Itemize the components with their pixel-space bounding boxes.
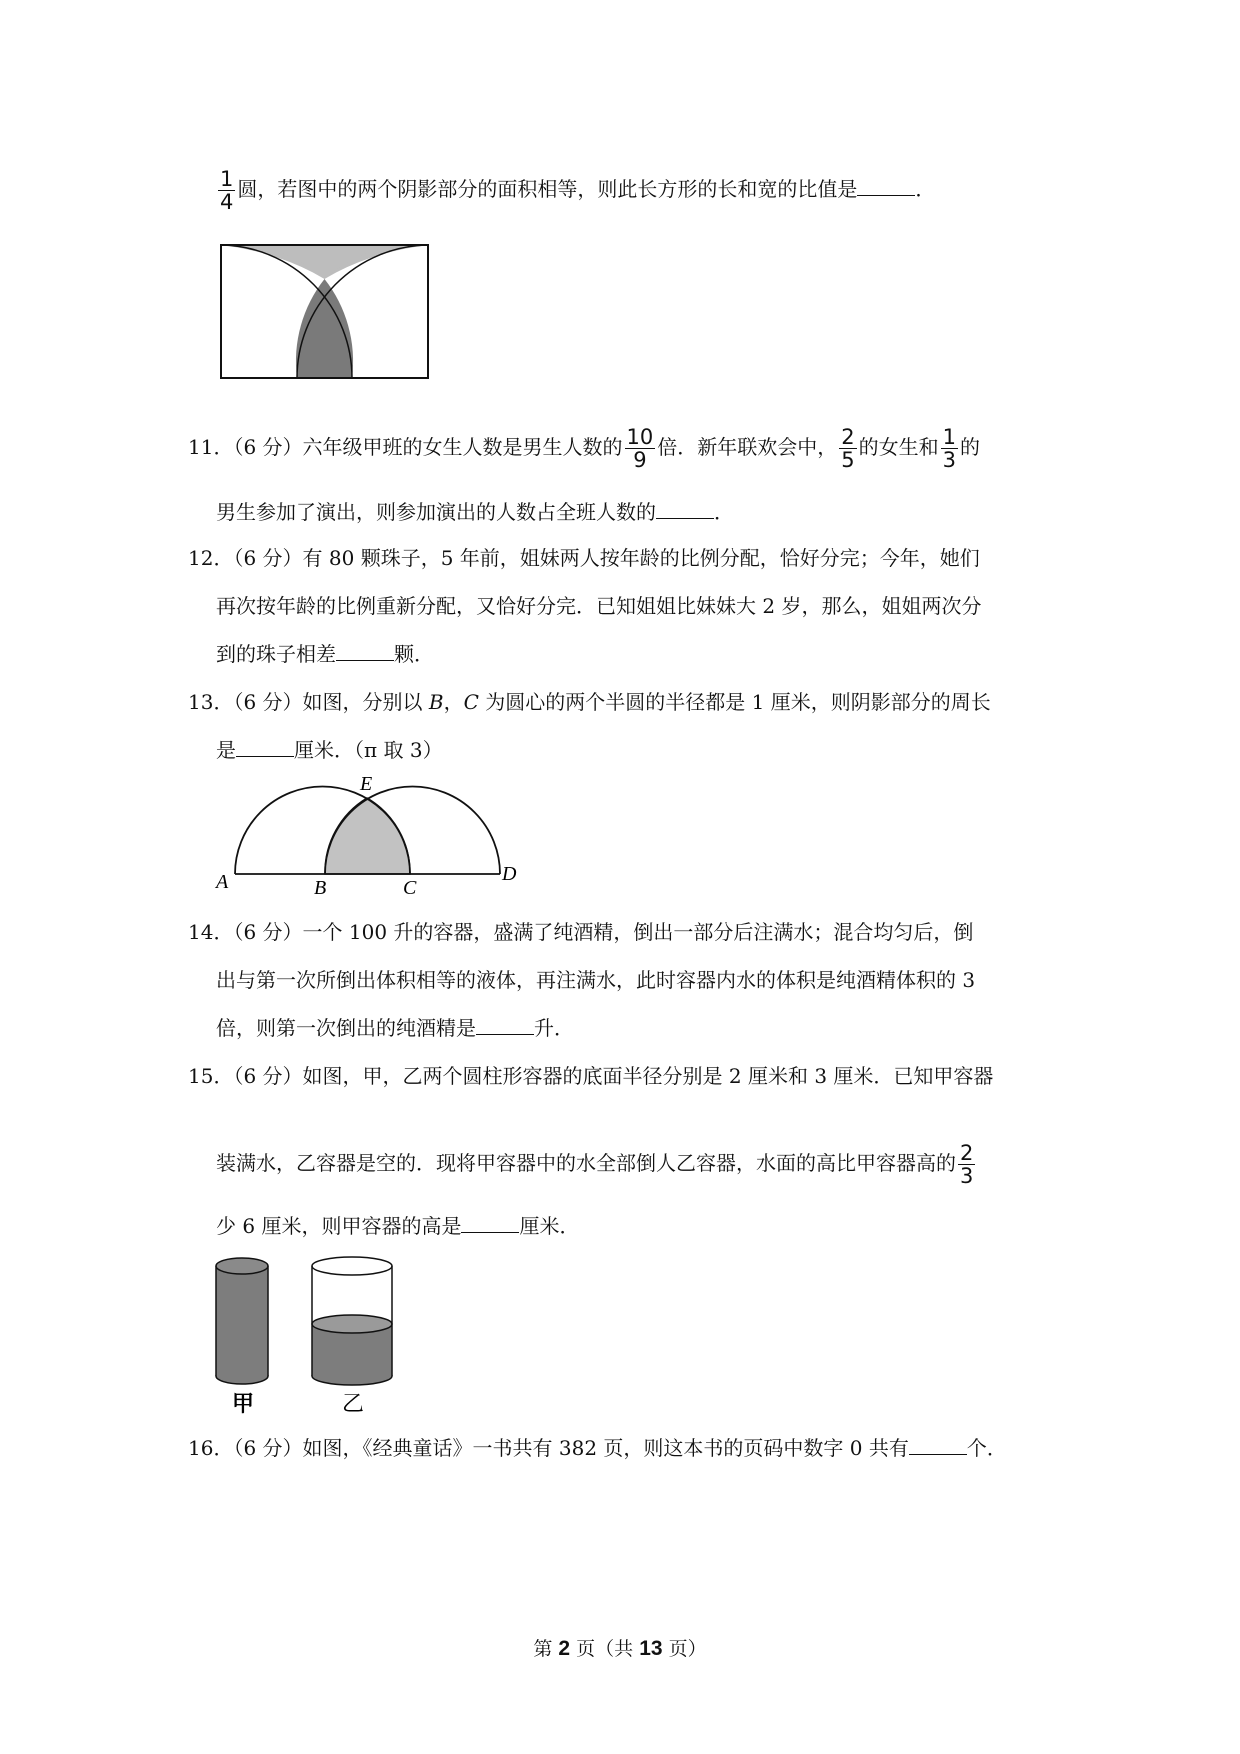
fraction-10-9: $\frac{10}{9}$ bbox=[626, 425, 654, 472]
fraction-2-3: $\frac{2}{3}$ bbox=[960, 1141, 974, 1188]
label-yi: 乙 bbox=[342, 1392, 365, 1417]
q10-rectangle-figure bbox=[221, 245, 431, 381]
label-jia: 甲 bbox=[232, 1392, 255, 1417]
q11-line2: 男生参加了演出，则参加演出的人数占全班人数的 ． bbox=[216, 500, 734, 524]
answer-blank[interactable] bbox=[236, 738, 294, 757]
q15-line3: 少 6 厘米，则甲容器的高是 厘米． bbox=[216, 1214, 580, 1238]
answer-blank[interactable] bbox=[656, 500, 714, 519]
page-number: 2 bbox=[558, 1637, 571, 1660]
fraction-quarter: $\frac{1}{4}$ bbox=[220, 167, 234, 214]
q10-line: $\frac{1}{4}$ 圆，若图中的两个阴影部分的面积相等，则此长方形的长和宽的比值是 ． bbox=[220, 167, 936, 214]
q13-line2: 是 厘米．（π 取 3） bbox=[216, 738, 443, 762]
q12-line2: 再次按年龄的比例重新分配，又恰好分完．已知姐姐比妹妹大 2 岁，那么，姐姐两次分 bbox=[216, 594, 982, 618]
label-a: A bbox=[216, 871, 229, 893]
shaded-lens bbox=[325, 798, 410, 874]
answer-blank[interactable] bbox=[857, 177, 915, 196]
q15-cylinders-figure bbox=[214, 1256, 414, 1416]
total-pages: 13 bbox=[639, 1637, 663, 1660]
label-e: E bbox=[360, 773, 373, 795]
q13-line1: 13．（6 分）如图，分别以 B，C 为圆心的两个半圆的半径都是 1 厘米，则阴影部分的周长 bbox=[188, 690, 991, 714]
label-c: C bbox=[403, 877, 417, 899]
page-footer: 第 2 页（共 13 页） bbox=[533, 1637, 707, 1660]
q12-line1: 12．（6 分）有 80 颗珠子，5 年前，姐妹两人按年龄的比例分配，恰好分完；今年，她们 bbox=[188, 546, 980, 570]
fraction-1-3: $\frac{1}{3}$ bbox=[942, 425, 957, 472]
q14-line2: 出与第一次所倒出体积相等的液体，再注满水，此时容器内水的体积是纯酒精体积的 3 bbox=[216, 968, 976, 992]
q15-line1: 15．（6 分）如图，甲，乙两个圆柱形容器的底面半径分别是 2 厘米和 3 厘米．已知甲容器 bbox=[188, 1064, 994, 1088]
answer-blank[interactable] bbox=[336, 642, 394, 661]
q13-semicircles-figure bbox=[210, 770, 520, 899]
fraction-2-5: $\frac{2}{5}$ bbox=[841, 425, 855, 472]
q14-line1: 14．（6 分）一个 100 升的容器，盛满了纯酒精，倒出一部分后注满水；混合均匀后，倒 bbox=[188, 920, 974, 944]
answer-blank[interactable] bbox=[461, 1214, 519, 1233]
q16-line: 16．（6 分）如图，《经典童话》一书共有 382 页，则这本书的页码中数字 0 共有 个． bbox=[188, 1436, 1007, 1460]
label-d: D bbox=[502, 863, 517, 885]
q14-line3: 倍，则第一次倒出的纯酒精是 升． bbox=[216, 1016, 574, 1040]
answer-blank[interactable] bbox=[909, 1436, 967, 1455]
label-b: B bbox=[314, 877, 327, 899]
dark-shaded-region bbox=[296, 279, 353, 378]
cylinder-yi bbox=[312, 1257, 392, 1385]
q15-line2: 装满水，乙容器是空的．现将甲容器中的水全部倒人乙容器，水面的高比甲容器高的 $\frac{2}{3}$ bbox=[216, 1141, 974, 1188]
q12-line3: 到的珠子相差 颗． bbox=[216, 642, 434, 666]
answer-blank[interactable] bbox=[476, 1016, 534, 1035]
cylinder-jia bbox=[216, 1258, 268, 1384]
q11-line1: 11．（6 分）六年级甲班的女生人数是男生人数的 $\frac{10}{9}$ 倍．新年联欢会中， $\frac{2}{5}$ 的女生和 $\frac{1}{3}$ 的 bbox=[188, 425, 981, 472]
